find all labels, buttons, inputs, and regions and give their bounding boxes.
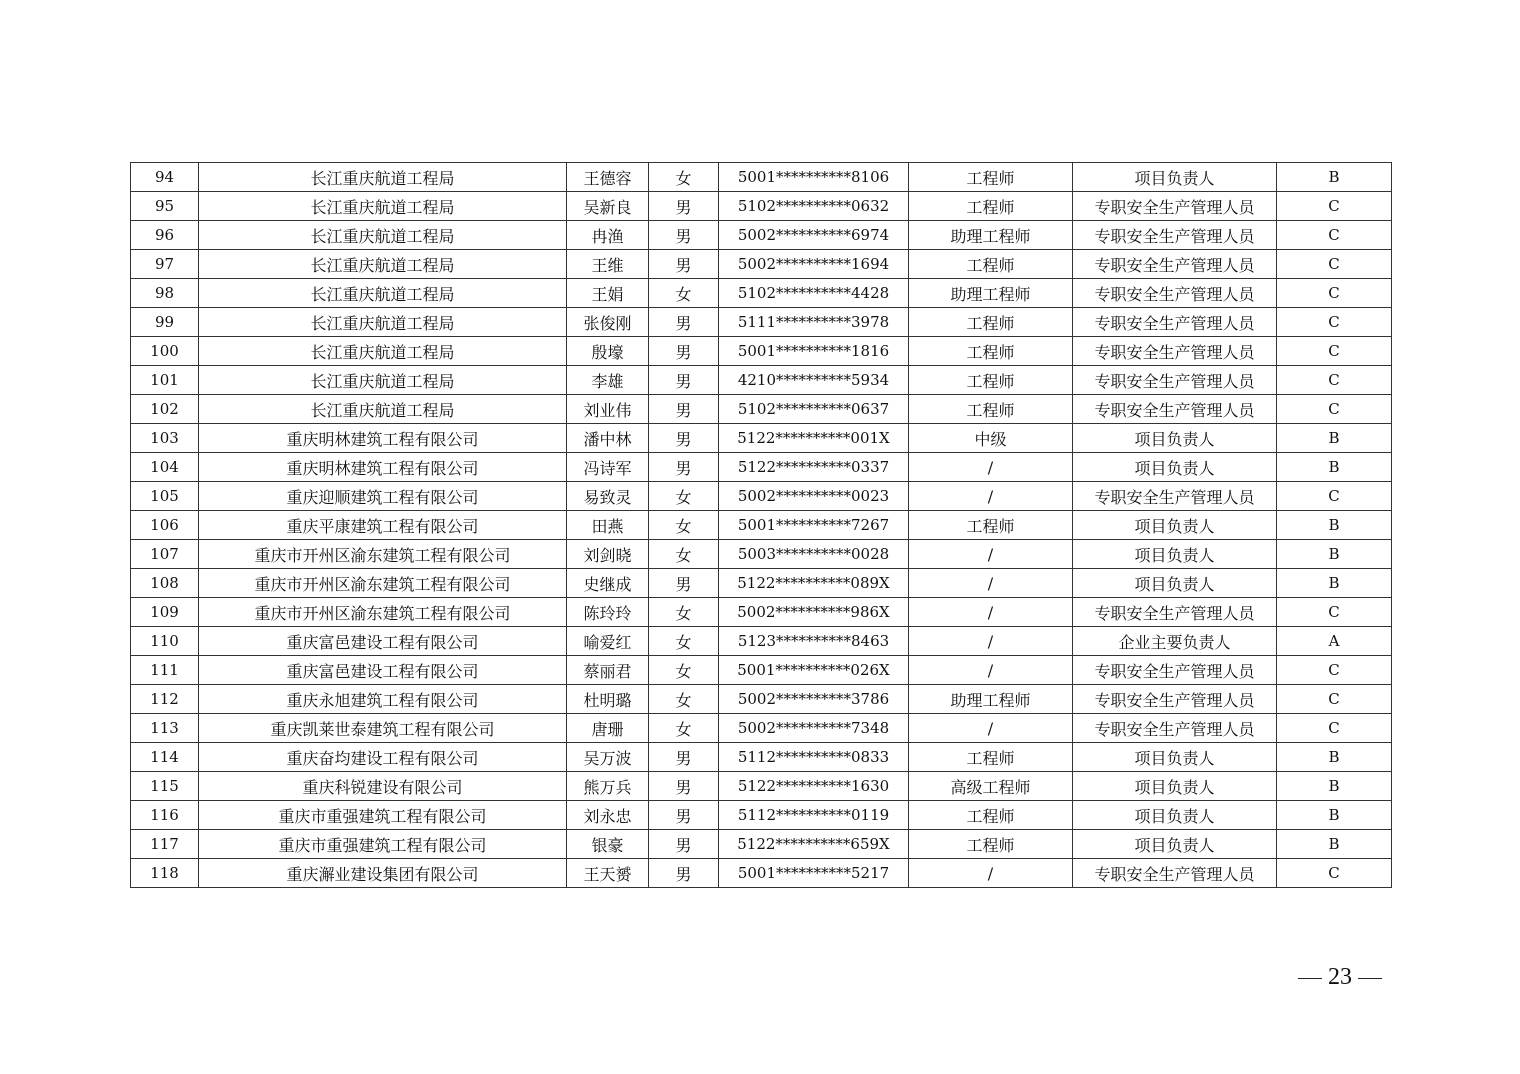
id-number-cell: 5001**********7267 xyxy=(719,511,909,540)
level-cell: C xyxy=(1277,221,1392,250)
gender-cell: 男 xyxy=(649,250,719,279)
company-cell: 长江重庆航道工程局 xyxy=(199,250,567,279)
id-number-cell: 5122**********1630 xyxy=(719,772,909,801)
level-cell: C xyxy=(1277,337,1392,366)
person-name-cell: 吴万波 xyxy=(567,743,649,772)
row-number-cell: 101 xyxy=(131,366,199,395)
page-number-left-dash xyxy=(1298,978,1322,979)
id-number-cell: 4210**********5934 xyxy=(719,366,909,395)
table-row xyxy=(131,366,1392,395)
role-cell: 专职安全生产管理人员 xyxy=(1073,192,1277,221)
level-cell: C xyxy=(1277,192,1392,221)
id-number-cell: 5112**********0833 xyxy=(719,743,909,772)
table-row xyxy=(131,308,1392,337)
company-cell: 重庆澥业建设集团有限公司 xyxy=(199,859,567,888)
table-row xyxy=(131,540,1392,569)
row-number-cell: 113 xyxy=(131,714,199,743)
id-number-cell: 5003**********0028 xyxy=(719,540,909,569)
table-row xyxy=(131,627,1392,656)
id-number-cell: 5102**********0637 xyxy=(719,395,909,424)
row-number-cell: 118 xyxy=(131,859,199,888)
row-number-cell: 102 xyxy=(131,395,199,424)
role-cell: 专职安全生产管理人员 xyxy=(1073,308,1277,337)
level-cell: A xyxy=(1277,627,1392,656)
company-cell: 重庆市重强建筑工程有限公司 xyxy=(199,801,567,830)
role-cell: 企业主要负责人 xyxy=(1073,627,1277,656)
role-cell: 专职安全生产管理人员 xyxy=(1073,337,1277,366)
company-cell: 长江重庆航道工程局 xyxy=(199,337,567,366)
level-cell: C xyxy=(1277,395,1392,424)
level-cell: B xyxy=(1277,511,1392,540)
level-cell: C xyxy=(1277,366,1392,395)
company-cell: 重庆富邑建设工程有限公司 xyxy=(199,656,567,685)
table-row xyxy=(131,598,1392,627)
gender-cell: 男 xyxy=(649,859,719,888)
id-number-cell: 5112**********0119 xyxy=(719,801,909,830)
job-title-cell: / xyxy=(909,627,1073,656)
row-number-cell: 111 xyxy=(131,656,199,685)
person-name-cell: 潘中林 xyxy=(567,424,649,453)
gender-cell: 女 xyxy=(649,656,719,685)
person-name-cell: 易致灵 xyxy=(567,482,649,511)
person-name-cell: 冯诗军 xyxy=(567,453,649,482)
person-name-cell: 陈玲玲 xyxy=(567,598,649,627)
table-row xyxy=(131,714,1392,743)
gender-cell: 女 xyxy=(649,279,719,308)
page-number-right-dash xyxy=(1358,978,1382,979)
job-title-cell: / xyxy=(909,569,1073,598)
job-title-cell: 助理工程师 xyxy=(909,685,1073,714)
table-row xyxy=(131,279,1392,308)
company-cell: 长江重庆航道工程局 xyxy=(199,395,567,424)
role-cell: 专职安全生产管理人员 xyxy=(1073,598,1277,627)
job-title-cell: / xyxy=(909,714,1073,743)
row-number-cell: 106 xyxy=(131,511,199,540)
level-cell: B xyxy=(1277,424,1392,453)
person-name-cell: 张俊刚 xyxy=(567,308,649,337)
role-cell: 项目负责人 xyxy=(1073,540,1277,569)
gender-cell: 男 xyxy=(649,453,719,482)
job-title-cell: / xyxy=(909,482,1073,511)
id-number-cell: 5122**********001X xyxy=(719,424,909,453)
table-row xyxy=(131,859,1392,888)
gender-cell: 男 xyxy=(649,569,719,598)
level-cell: C xyxy=(1277,656,1392,685)
level-cell: C xyxy=(1277,279,1392,308)
gender-cell: 男 xyxy=(649,830,719,859)
gender-cell: 男 xyxy=(649,192,719,221)
row-number-cell: 105 xyxy=(131,482,199,511)
company-cell: 重庆科锐建设有限公司 xyxy=(199,772,567,801)
table-row xyxy=(131,830,1392,859)
role-cell: 项目负责人 xyxy=(1073,743,1277,772)
role-cell: 项目负责人 xyxy=(1073,424,1277,453)
role-cell: 专职安全生产管理人员 xyxy=(1073,221,1277,250)
table-row xyxy=(131,743,1392,772)
row-number-cell: 109 xyxy=(131,598,199,627)
job-title-cell: 工程师 xyxy=(909,337,1073,366)
job-title-cell: / xyxy=(909,598,1073,627)
table-row xyxy=(131,453,1392,482)
role-cell: 专职安全生产管理人员 xyxy=(1073,482,1277,511)
gender-cell: 女 xyxy=(649,685,719,714)
company-cell: 重庆奋均建设工程有限公司 xyxy=(199,743,567,772)
id-number-cell: 5002**********0023 xyxy=(719,482,909,511)
row-number-cell: 94 xyxy=(131,163,199,192)
table-row xyxy=(131,221,1392,250)
job-title-cell: 助理工程师 xyxy=(909,279,1073,308)
job-title-cell: 工程师 xyxy=(909,395,1073,424)
role-cell: 项目负责人 xyxy=(1073,511,1277,540)
role-cell: 项目负责人 xyxy=(1073,801,1277,830)
gender-cell: 女 xyxy=(649,540,719,569)
gender-cell: 女 xyxy=(649,714,719,743)
level-cell: C xyxy=(1277,308,1392,337)
person-name-cell: 刘业伟 xyxy=(567,395,649,424)
row-number-cell: 116 xyxy=(131,801,199,830)
table-row xyxy=(131,482,1392,511)
table-body xyxy=(131,163,1392,888)
level-cell: C xyxy=(1277,714,1392,743)
company-cell: 重庆明林建筑工程有限公司 xyxy=(199,424,567,453)
job-title-cell: 工程师 xyxy=(909,308,1073,337)
role-cell: 专职安全生产管理人员 xyxy=(1073,250,1277,279)
row-number-cell: 114 xyxy=(131,743,199,772)
role-cell: 专职安全生产管理人员 xyxy=(1073,685,1277,714)
person-name-cell: 刘剑晓 xyxy=(567,540,649,569)
id-number-cell: 5001**********5217 xyxy=(719,859,909,888)
person-name-cell: 刘永忠 xyxy=(567,801,649,830)
role-cell: 专职安全生产管理人员 xyxy=(1073,656,1277,685)
table-row xyxy=(131,337,1392,366)
job-title-cell: / xyxy=(909,540,1073,569)
row-number-cell: 97 xyxy=(131,250,199,279)
table-row xyxy=(131,685,1392,714)
level-cell: C xyxy=(1277,598,1392,627)
company-cell: 重庆富邑建设工程有限公司 xyxy=(199,627,567,656)
company-cell: 长江重庆航道工程局 xyxy=(199,221,567,250)
personnel-table xyxy=(130,162,1392,888)
table-row xyxy=(131,424,1392,453)
gender-cell: 男 xyxy=(649,424,719,453)
page-number xyxy=(1290,964,1390,991)
gender-cell: 男 xyxy=(649,221,719,250)
row-number-cell: 95 xyxy=(131,192,199,221)
job-title-cell: 工程师 xyxy=(909,830,1073,859)
company-cell: 重庆永旭建筑工程有限公司 xyxy=(199,685,567,714)
job-title-cell: 工程师 xyxy=(909,250,1073,279)
id-number-cell: 5001**********8106 xyxy=(719,163,909,192)
job-title-cell: 工程师 xyxy=(909,511,1073,540)
job-title-cell: 工程师 xyxy=(909,163,1073,192)
gender-cell: 女 xyxy=(649,598,719,627)
table-row xyxy=(131,395,1392,424)
id-number-cell: 5001**********026X xyxy=(719,656,909,685)
person-name-cell: 蔡丽君 xyxy=(567,656,649,685)
job-title-cell: / xyxy=(909,453,1073,482)
gender-cell: 男 xyxy=(649,801,719,830)
company-cell: 重庆市重强建筑工程有限公司 xyxy=(199,830,567,859)
level-cell: B xyxy=(1277,772,1392,801)
company-cell: 重庆明林建筑工程有限公司 xyxy=(199,453,567,482)
id-number-cell: 5002**********986X xyxy=(719,598,909,627)
id-number-cell: 5002**********7348 xyxy=(719,714,909,743)
id-number-cell: 5122**********089X xyxy=(719,569,909,598)
row-number-cell: 112 xyxy=(131,685,199,714)
level-cell: C xyxy=(1277,859,1392,888)
role-cell: 项目负责人 xyxy=(1073,163,1277,192)
person-name-cell: 李雄 xyxy=(567,366,649,395)
person-name-cell: 喻爱红 xyxy=(567,627,649,656)
id-number-cell: 5001**********1816 xyxy=(719,337,909,366)
person-name-cell: 王娟 xyxy=(567,279,649,308)
person-name-cell: 王天赟 xyxy=(567,859,649,888)
level-cell: B xyxy=(1277,453,1392,482)
gender-cell: 男 xyxy=(649,743,719,772)
gender-cell: 女 xyxy=(649,627,719,656)
table-row xyxy=(131,511,1392,540)
role-cell: 专职安全生产管理人员 xyxy=(1073,395,1277,424)
gender-cell: 女 xyxy=(649,163,719,192)
id-number-cell: 5123**********8463 xyxy=(719,627,909,656)
page-number-value: 23 xyxy=(1328,964,1352,990)
row-number-cell: 100 xyxy=(131,337,199,366)
level-cell: B xyxy=(1277,569,1392,598)
gender-cell: 男 xyxy=(649,772,719,801)
job-title-cell: 助理工程师 xyxy=(909,221,1073,250)
table-row xyxy=(131,250,1392,279)
company-cell: 重庆迎顺建筑工程有限公司 xyxy=(199,482,567,511)
company-cell: 重庆平康建筑工程有限公司 xyxy=(199,511,567,540)
job-title-cell: 中级 xyxy=(909,424,1073,453)
gender-cell: 男 xyxy=(649,366,719,395)
person-name-cell: 王维 xyxy=(567,250,649,279)
level-cell: B xyxy=(1277,801,1392,830)
person-name-cell: 冉渔 xyxy=(567,221,649,250)
job-title-cell: 高级工程师 xyxy=(909,772,1073,801)
table-row xyxy=(131,801,1392,830)
role-cell: 项目负责人 xyxy=(1073,830,1277,859)
company-cell: 重庆市开州区渝东建筑工程有限公司 xyxy=(199,598,567,627)
person-name-cell: 熊万兵 xyxy=(567,772,649,801)
person-name-cell: 殷壕 xyxy=(567,337,649,366)
table-row xyxy=(131,656,1392,685)
id-number-cell: 5002**********1694 xyxy=(719,250,909,279)
company-cell: 长江重庆航道工程局 xyxy=(199,192,567,221)
job-title-cell: 工程师 xyxy=(909,801,1073,830)
row-number-cell: 103 xyxy=(131,424,199,453)
job-title-cell: / xyxy=(909,656,1073,685)
job-title-cell: / xyxy=(909,859,1073,888)
company-cell: 重庆市开州区渝东建筑工程有限公司 xyxy=(199,540,567,569)
row-number-cell: 110 xyxy=(131,627,199,656)
row-number-cell: 99 xyxy=(131,308,199,337)
gender-cell: 女 xyxy=(649,511,719,540)
person-name-cell: 史继成 xyxy=(567,569,649,598)
role-cell: 专职安全生产管理人员 xyxy=(1073,714,1277,743)
id-number-cell: 5111**********3978 xyxy=(719,308,909,337)
table-row xyxy=(131,192,1392,221)
company-cell: 长江重庆航道工程局 xyxy=(199,279,567,308)
table-row xyxy=(131,569,1392,598)
row-number-cell: 115 xyxy=(131,772,199,801)
level-cell: C xyxy=(1277,250,1392,279)
job-title-cell: 工程师 xyxy=(909,366,1073,395)
table-row xyxy=(131,772,1392,801)
row-number-cell: 108 xyxy=(131,569,199,598)
role-cell: 专职安全生产管理人员 xyxy=(1073,366,1277,395)
table-row xyxy=(131,163,1392,192)
person-name-cell: 杜明璐 xyxy=(567,685,649,714)
role-cell: 专职安全生产管理人员 xyxy=(1073,279,1277,308)
gender-cell: 男 xyxy=(649,308,719,337)
company-cell: 重庆市开州区渝东建筑工程有限公司 xyxy=(199,569,567,598)
company-cell: 长江重庆航道工程局 xyxy=(199,366,567,395)
id-number-cell: 5102**********0632 xyxy=(719,192,909,221)
person-name-cell: 田燕 xyxy=(567,511,649,540)
level-cell: B xyxy=(1277,163,1392,192)
gender-cell: 女 xyxy=(649,482,719,511)
gender-cell: 男 xyxy=(649,337,719,366)
role-cell: 专职安全生产管理人员 xyxy=(1073,859,1277,888)
person-name-cell: 王德容 xyxy=(567,163,649,192)
role-cell: 项目负责人 xyxy=(1073,772,1277,801)
id-number-cell: 5122**********659X xyxy=(719,830,909,859)
company-cell: 长江重庆航道工程局 xyxy=(199,308,567,337)
level-cell: B xyxy=(1277,830,1392,859)
level-cell: B xyxy=(1277,540,1392,569)
job-title-cell: 工程师 xyxy=(909,192,1073,221)
person-name-cell: 唐珊 xyxy=(567,714,649,743)
job-title-cell: 工程师 xyxy=(909,743,1073,772)
role-cell: 项目负责人 xyxy=(1073,453,1277,482)
role-cell: 项目负责人 xyxy=(1073,569,1277,598)
level-cell: B xyxy=(1277,743,1392,772)
id-number-cell: 5002**********6974 xyxy=(719,221,909,250)
row-number-cell: 117 xyxy=(131,830,199,859)
level-cell: C xyxy=(1277,685,1392,714)
person-name-cell: 吴新良 xyxy=(567,192,649,221)
company-cell: 长江重庆航道工程局 xyxy=(199,163,567,192)
row-number-cell: 104 xyxy=(131,453,199,482)
id-number-cell: 5122**********0337 xyxy=(719,453,909,482)
id-number-cell: 5102**********4428 xyxy=(719,279,909,308)
company-cell: 重庆凯莱世泰建筑工程有限公司 xyxy=(199,714,567,743)
person-name-cell: 银豪 xyxy=(567,830,649,859)
id-number-cell: 5002**********3786 xyxy=(719,685,909,714)
level-cell: C xyxy=(1277,482,1392,511)
row-number-cell: 96 xyxy=(131,221,199,250)
row-number-cell: 98 xyxy=(131,279,199,308)
row-number-cell: 107 xyxy=(131,540,199,569)
gender-cell: 男 xyxy=(649,395,719,424)
